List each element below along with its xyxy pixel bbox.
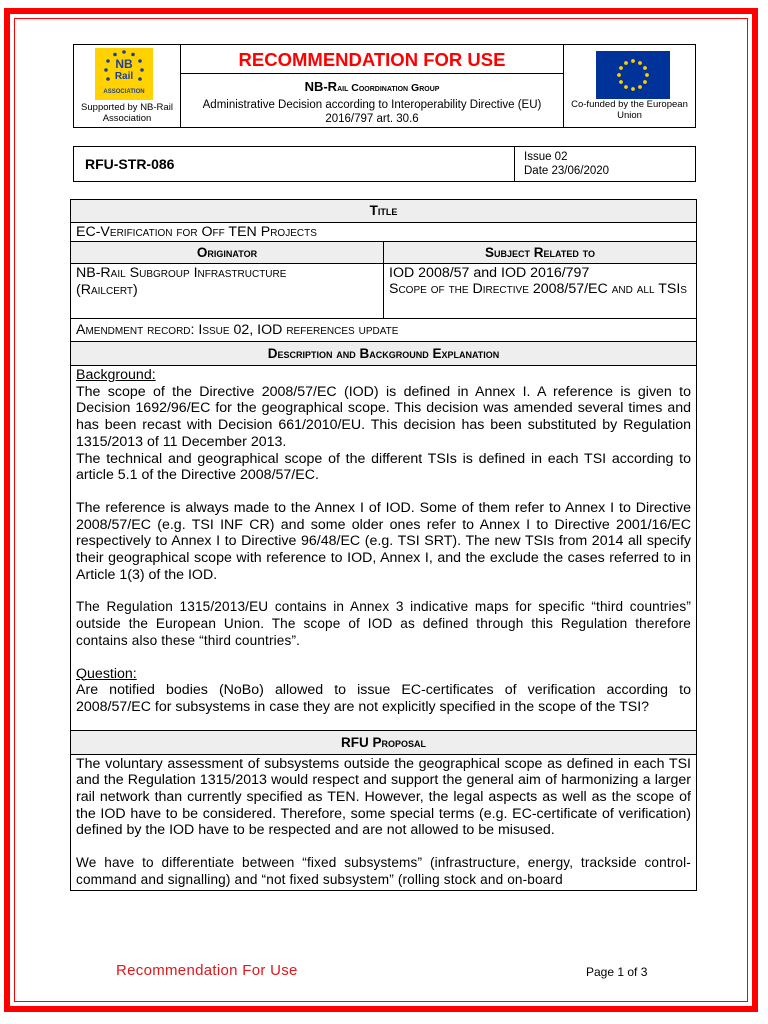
originator-line-2: (Railcert) bbox=[76, 282, 138, 298]
rail-logo-text: Rail bbox=[114, 71, 134, 82]
spacer bbox=[76, 583, 691, 599]
originator-value bbox=[71, 264, 384, 319]
amendment-record: Amendment record: Issue 02, IOD references update bbox=[71, 319, 697, 342]
rfu-id: RFU-STR-086 bbox=[85, 156, 175, 172]
subject-value bbox=[384, 264, 697, 319]
footer-label: Recommendation For Use bbox=[116, 962, 298, 979]
originator-header: Originator bbox=[71, 242, 384, 264]
description-body bbox=[71, 366, 697, 731]
document-header bbox=[73, 44, 696, 128]
document-title: RECOMMENDATION FOR USE bbox=[180, 45, 564, 74]
background-paragraph-4: The Regulation 1315/2013/EU contains in Annex 3 indicative maps for specific “third countries” outside the European Union. The scope of IOD as defined through this Regulation therefore contains also these “third countries”. bbox=[76, 599, 691, 648]
reference-box bbox=[73, 146, 696, 182]
issue-info bbox=[514, 147, 695, 181]
proposal-header: RFU Proposal bbox=[71, 730, 697, 754]
header-center bbox=[180, 45, 564, 127]
spacer bbox=[76, 650, 691, 666]
proposal-body bbox=[71, 754, 697, 890]
association-logo-text: ASSOCIATION bbox=[103, 89, 145, 95]
nb-logo-text: NB bbox=[115, 57, 133, 71]
title-header: Title bbox=[71, 200, 697, 223]
question-text: Are notified bodies (NoBo) allowed to issue EC-certificates of verification according to 2008/57/EC for subsystems in case they are not explicitly specified in the scope of the TSI? bbox=[76, 682, 691, 715]
eu-logo-cell bbox=[563, 45, 695, 127]
nb-rail-caption: Supported by NB-Rail Association bbox=[81, 102, 173, 124]
subject-line-1: IOD 2008/57 and IOD 2016/797 bbox=[389, 265, 590, 281]
issue-number: Issue 02 bbox=[524, 151, 568, 163]
nb-rail-logo-cell bbox=[74, 45, 181, 127]
page-number: Page 1 of 3 bbox=[586, 965, 648, 979]
spacer bbox=[76, 839, 691, 855]
originator-line-1: NB-Rail Subgroup Infrastructure bbox=[76, 265, 287, 281]
subject-header: Subject Related to bbox=[384, 242, 697, 264]
proposal-paragraph-2: We have to differentiate between “fixed subsystems” (infrastructure, energy, trackside control-command and signalling) and “not fixed subsystem” (rolling stock and on-board bbox=[76, 855, 691, 887]
eu-caption: Co-funded by the European Union bbox=[571, 99, 688, 121]
nb-rail-logo bbox=[95, 48, 153, 100]
subject-line-2: Scope of the Directive 2008/57/EC and all TSIs bbox=[389, 281, 687, 297]
administrative-decision: Administrative Decision according to Interoperability Directive (EU) 2016/797 art. 30.6 bbox=[202, 99, 542, 125]
group-rest: ail Coordination Group bbox=[337, 82, 440, 94]
background-paragraph-2: The technical and geographical scope of the different TSIs is defined in each TSI according to article 5.1 of the Directive 2008/57/EC. bbox=[76, 450, 691, 484]
group-lead: NB-R bbox=[304, 79, 338, 94]
background-label: Background: bbox=[76, 367, 156, 383]
background-paragraph-1: The scope of the Directive 2008/57/EC (IOD) is defined in Annex I. A reference is given to Decision 1692/96/EC for the geographical scope. This decision was amended several times and has been recast with Decision 661/2010/EU. This decision has been substituted by Regulation 1315/2013 of 11 December 2013. bbox=[76, 383, 691, 450]
issue-date: Date 23/06/2020 bbox=[524, 165, 610, 177]
background-paragraph-3: The reference is always made to the Annex I of IOD. Some of them refer to Annex I to Directive 2008/57/EC (e.g. TSI INF CR) and some older ones refer to Annex I to Directive 2001/16/EC respectively to Annex I to Directive 96/48/EC (e.g. TSI SRT). The new TSIs from 2014 all specify their geographical scope with reference to IOD, Annex I, and the exclude the cases referred to in Article 1(3) of the IOD. bbox=[76, 499, 691, 583]
question-label: Question: bbox=[76, 665, 137, 682]
coordination-group bbox=[180, 79, 564, 94]
title-value: EC-Verification for Off TEN Projects bbox=[71, 223, 697, 242]
eu-flag-icon bbox=[596, 51, 670, 99]
spacer bbox=[76, 484, 691, 500]
rfu-table bbox=[70, 199, 697, 891]
proposal-paragraph-1: The voluntary assessment of subsystems outside the geographical scope as defined in each TSI and the Regulation 1315/2013 would respect and support the general aim of harmonizing a larger rail network than currently specified as TEN. However, the legal aspects as well as the scope of the IOD have to be considered. Therefore, some special terms (e.g. EC-certificate of verification) defined by the IOD have to be respected and are not allowed to be misused. bbox=[76, 755, 691, 839]
description-header: Description and Background Explanation bbox=[71, 342, 697, 366]
